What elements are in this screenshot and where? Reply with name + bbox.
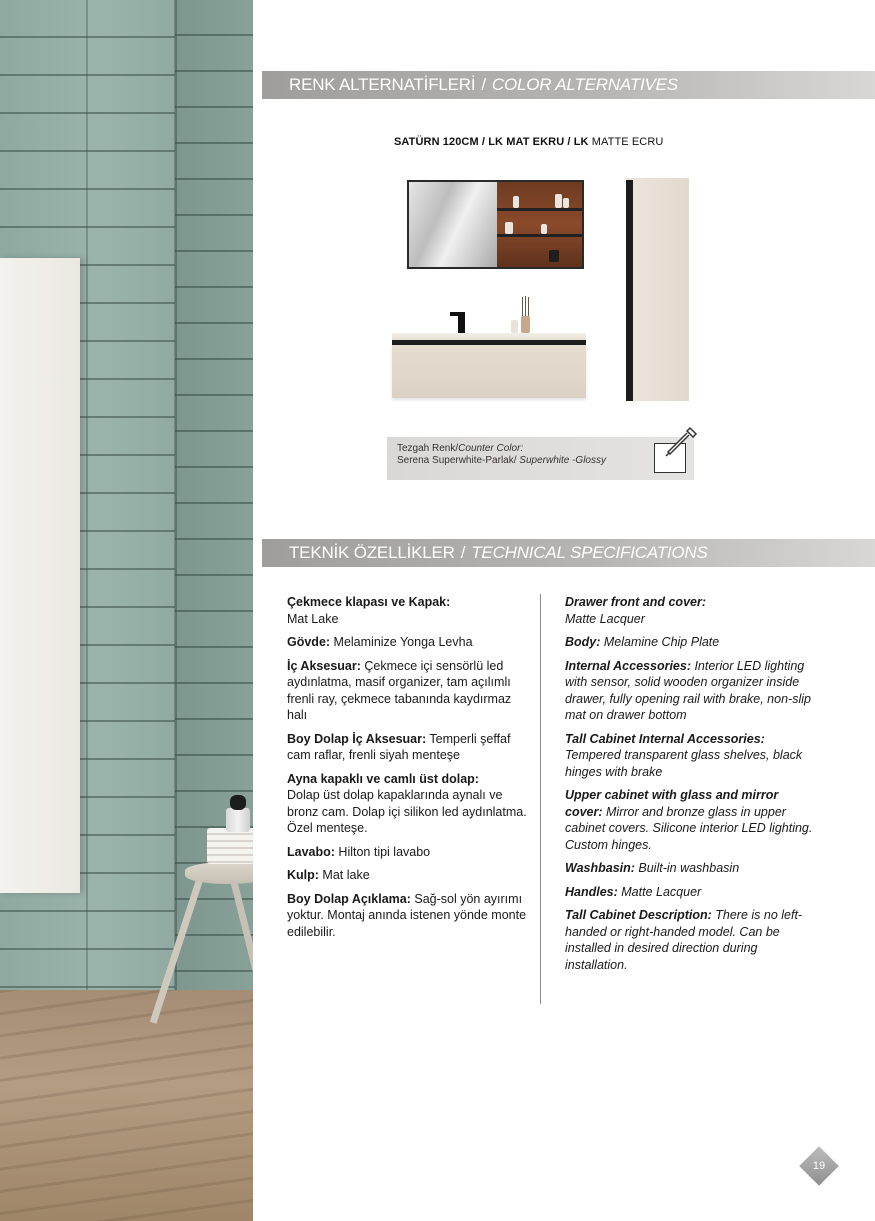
- spec-text: Tempered transparent glass shelves, black hinges with brake: [565, 748, 803, 779]
- spec-item: [287, 731, 527, 764]
- spec-label: Çekmece klapası ve Kapak:: [287, 595, 451, 609]
- section-separator: /: [460, 543, 466, 562]
- spec-item: [565, 634, 815, 651]
- side-table: [185, 862, 253, 884]
- spec-text: Dolap üst dolap kapaklarında aynalı ve bronz cam. Dolap içi silikon led aydınlatma. Özel menteşe.: [287, 788, 527, 835]
- specs-column-en: [565, 594, 815, 980]
- spec-item: [287, 844, 527, 861]
- spec-label: Kulp:: [287, 868, 319, 882]
- spec-item: [565, 860, 815, 877]
- spec-label: Body:: [565, 635, 601, 649]
- spec-text: Temperli şeffaf cam raflar, frenli siyah menteşe: [287, 731, 511, 762]
- spec-text: Sağ-sol yön ayırımı yoktur. Montaj anında istenen yönde monte edilebilir.: [287, 891, 527, 939]
- spec-label: Internal Accessories:: [565, 658, 691, 673]
- counter-value-en: Superwhite -Glossy: [516, 455, 606, 466]
- spec-item: [565, 787, 815, 853]
- spec-text: There is no left-handed or right-handed model. Can be installed in desired direction during installation.: [565, 908, 803, 972]
- counter-label-en: Counter Color:: [458, 443, 524, 454]
- section-header-specs: [262, 539, 875, 567]
- counter-value-tr: Serena Superwhite-Parlak/: [397, 455, 517, 466]
- vanity-cabinet-image: [392, 345, 586, 398]
- wooden-floor: [0, 990, 253, 1221]
- soap-bottle: [511, 320, 518, 333]
- specs-column-tr: [287, 594, 527, 947]
- spec-label: İç Aksesuar:: [287, 658, 361, 673]
- spec-item: [565, 731, 815, 781]
- product-title: [394, 136, 663, 148]
- spec-item: [287, 891, 527, 941]
- section-header-colors: [262, 71, 875, 99]
- spec-label: Boy Dolap İç Aksesuar:: [287, 731, 427, 746]
- spec-item: [565, 907, 815, 973]
- open-cabinet: [497, 182, 582, 267]
- spec-label: Handles:: [565, 884, 618, 899]
- spec-text: Mat Lake: [287, 611, 339, 626]
- section-separator: /: [481, 75, 486, 94]
- white-panel: [0, 258, 80, 893]
- section-title-en: COLOR ALTERNATIVES: [491, 75, 678, 94]
- spec-text: Çekmece içi sensörlü led aydınlatma, masif organizer, tam açılımlı frenli ray, çekmece tabanında kaydırmaz halı: [287, 658, 512, 722]
- spec-item: [287, 658, 527, 724]
- spec-item: [565, 884, 815, 901]
- column-divider: [540, 594, 541, 1004]
- spec-item: [287, 771, 527, 837]
- folded-towels: [207, 828, 253, 864]
- spec-label: Drawer front and cover:: [565, 595, 707, 609]
- spec-label: Gövde:: [287, 635, 331, 649]
- spec-item: [287, 867, 527, 884]
- counter-label-tr: Tezgah Renk/: [397, 443, 459, 454]
- spec-text: Matte Lacquer: [565, 611, 645, 626]
- spec-text: Hilton tipi lavabo: [334, 844, 431, 859]
- spec-item: [287, 594, 527, 627]
- spec-label: Ayna kapaklı ve camlı üst dolap:: [287, 771, 479, 786]
- spec-text: Melaminize Yonga Levha: [330, 635, 473, 649]
- page-number: 19: [812, 1160, 826, 1172]
- spec-text: Melamine Chip Plate: [600, 635, 720, 649]
- mirror-cabinet-image: [407, 180, 584, 269]
- spec-text: Mirror and bronze glass in upper cabinet covers. Silicone interior LED lighting. Custom hinges.: [565, 804, 813, 852]
- section-title-tr: TEKNİK ÖZELLİKLER: [289, 543, 455, 562]
- diffuser: [521, 316, 530, 333]
- spec-label: Tall Cabinet Description:: [565, 908, 712, 922]
- spec-item: [565, 658, 815, 724]
- eyedropper-icon: [660, 424, 700, 464]
- spec-label: Upper cabinet with glass and mirror cover:: [565, 788, 779, 819]
- mirror-door: [409, 182, 497, 267]
- product-title-bold: SATÜRN 120CM / LK MAT EKRU / LK: [394, 136, 589, 148]
- spec-label: Lavabo:: [287, 844, 335, 859]
- bathroom-photo: [0, 0, 253, 1221]
- section-title-en: TECHNICAL SPECIFICATIONS: [471, 543, 708, 562]
- spec-label: Tall Cabinet Internal Accessories:: [565, 731, 765, 746]
- counter-color-box: [387, 437, 694, 480]
- spec-item: [287, 634, 527, 651]
- spec-text: Built-in washbasin: [634, 861, 740, 875]
- glass-jar: [226, 808, 250, 832]
- section-title-tr: RENK ALTERNATİFLERİ: [289, 75, 476, 94]
- spec-text: Matte Lacquer: [617, 884, 702, 899]
- tall-cabinet-image: [626, 178, 689, 401]
- product-title-rest: MATTE ECRU: [588, 136, 664, 148]
- spec-label: Washbasin:: [565, 861, 635, 875]
- spec-text: Interior LED lighting with sensor, solid wooden organizer inside drawer, fully opening rail with brake, non-slip mat on drawer bottom: [565, 658, 811, 722]
- spec-label: Boy Dolap Açıklama:: [287, 891, 411, 906]
- spec-item: [565, 594, 815, 627]
- spec-text: Mat lake: [318, 868, 370, 882]
